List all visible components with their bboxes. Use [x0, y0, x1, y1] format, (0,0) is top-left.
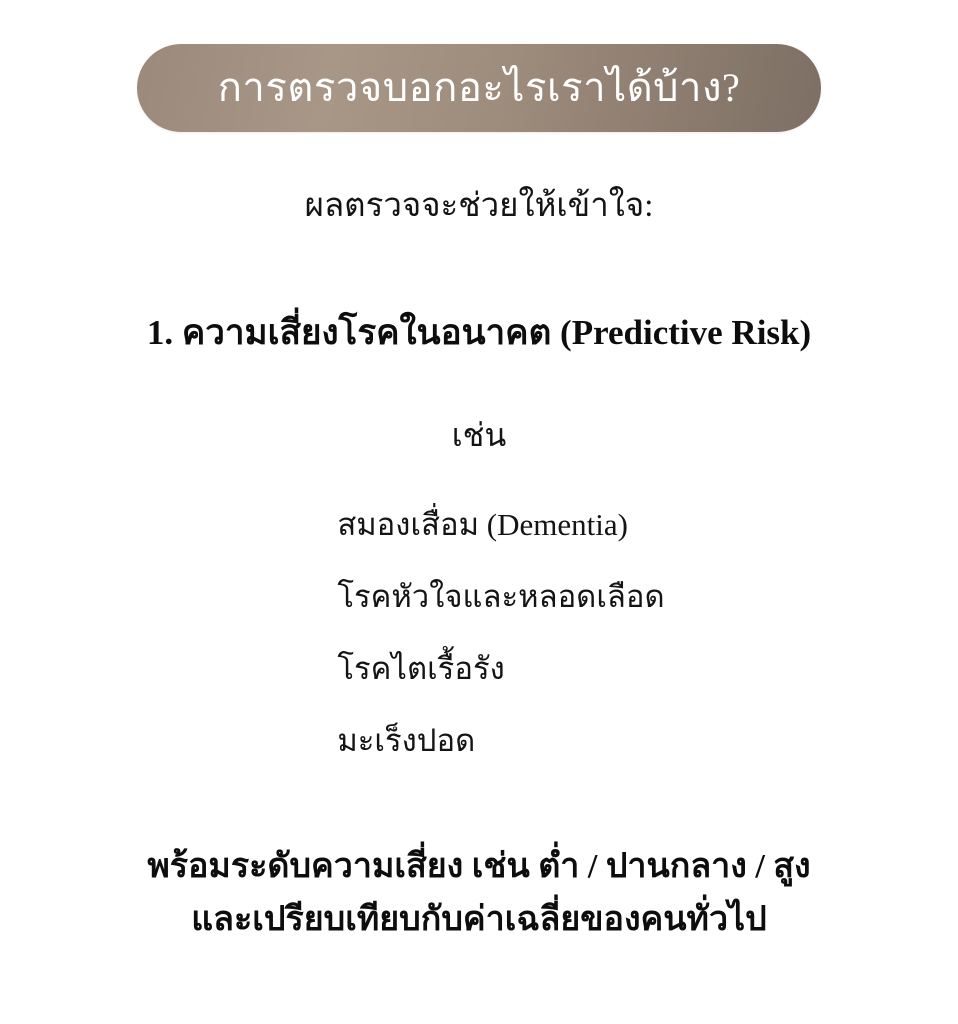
- footer-line-1: พร้อมระดับความเสี่ยง เช่น ต่ำ / ปานกลาง / สูง: [147, 848, 811, 885]
- diamond-bullet-icon: [287, 647, 329, 689]
- subtitle-text: ผลตรวจจะช่วยให้เข้าใจ:: [304, 188, 654, 224]
- bullet-list: [293, 499, 664, 765]
- list-item: [293, 643, 504, 693]
- list-item: [293, 715, 475, 765]
- section-heading: 1. ความเสี่ยงโรคในอนาคต (Predictive Risk): [146, 313, 812, 352]
- list-item: [293, 499, 628, 549]
- list-item-label: โรคไตเรื้อรัง: [337, 651, 505, 686]
- footer-line-2: และเปรียบเทียบกับค่าเฉลี่ยของคนทั่วไป: [191, 900, 767, 938]
- diamond-bullet-icon: [287, 575, 329, 617]
- list-item-label: โรคหัวใจและหลอดเลือด: [337, 579, 665, 614]
- title-banner: [137, 44, 821, 132]
- list-item-label: มะเร็งปอด: [337, 723, 476, 758]
- page-title: การตรวจบอกอะไรเราได้บ้าง?: [217, 65, 741, 110]
- list-item: [293, 571, 664, 621]
- diamond-bullet-icon: [287, 719, 329, 761]
- footer-block: [147, 841, 810, 946]
- list-item-label: สมองเสื่อม (Dementia): [337, 507, 628, 542]
- example-label: เช่น: [451, 417, 507, 453]
- diamond-bullet-icon: [287, 503, 329, 545]
